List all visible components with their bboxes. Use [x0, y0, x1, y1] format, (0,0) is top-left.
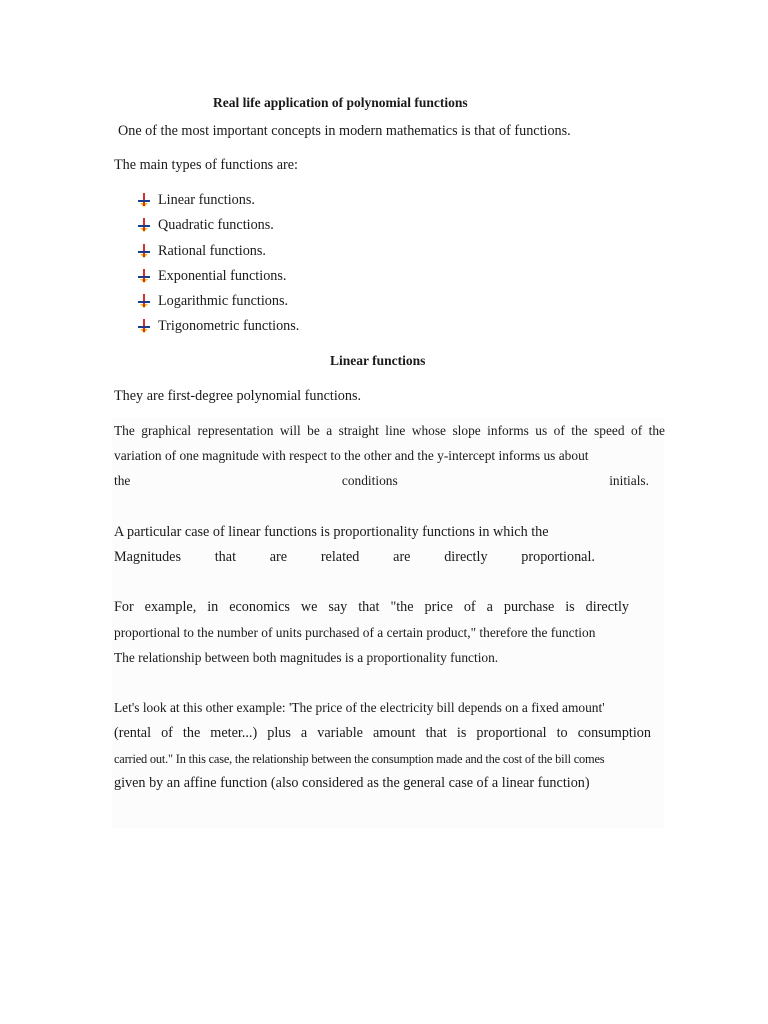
paragraph-line: carried out." In this case, the relationship between the consumption made and the cost of the bill comes: [114, 752, 605, 766]
intro-paragraph: One of the most important concepts in modern mathematics is that of functions.: [118, 123, 571, 139]
arrow-bullet-icon: [136, 318, 152, 334]
word: that: [214, 549, 237, 565]
list-item: [136, 292, 288, 310]
paragraph-line: given by an affine function (also considered as the general case of a linear function): [114, 775, 590, 791]
paragraph-line: The relationship between both magnitudes is a proportionality function.: [114, 650, 499, 665]
list-item: [136, 267, 286, 285]
types-heading: The main types of functions are:: [114, 157, 298, 173]
list-item-label: Exponential functions.: [158, 268, 287, 284]
list-item-label: Linear functions.: [158, 192, 255, 208]
list-item-label: Quadratic functions.: [158, 217, 274, 233]
word: directly: [444, 549, 488, 565]
word: related: [320, 549, 360, 565]
paragraph-line: (rental of the meter...) plus a variable amount that is proportional to consumption: [114, 725, 651, 741]
word: Magnitudes: [114, 549, 181, 565]
arrow-bullet-icon: [136, 293, 152, 309]
word: are: [269, 549, 288, 565]
paragraph-line: [114, 548, 595, 566]
paragraph-line: A particular case of linear functions is proportionality functions in which the: [114, 524, 549, 540]
arrow-bullet-icon: [136, 268, 152, 284]
paragraph-line: The graphical representation will be a straight line whose slope informs us of the speed of the: [114, 423, 665, 438]
word: initials.: [609, 473, 649, 488]
section-title: Linear functions: [330, 353, 426, 368]
word: are: [393, 549, 411, 565]
list-item-label: Logarithmic functions.: [158, 293, 289, 309]
document-title: Real life application of polynomial functions: [213, 95, 468, 110]
paragraph-line: For example, in economics we say that "the price of a purchase is directly: [114, 599, 629, 615]
list-item-label: Trigonometric functions.: [158, 318, 300, 334]
paragraph-line: Let's look at this other example: 'The price of the electricity bill depends on a fixed amount': [114, 700, 605, 715]
list-item-label: Rational functions.: [158, 243, 266, 259]
paragraph-line: proportional to the number of units purchased of a certain product," therefore the function: [114, 625, 596, 640]
word: the: [114, 473, 131, 488]
list-item: [136, 317, 299, 335]
word: conditions: [341, 473, 398, 488]
word: proportional.: [521, 549, 595, 565]
paragraph-line: [114, 472, 649, 490]
arrow-bullet-icon: [136, 217, 152, 233]
arrow-bullet-icon: [136, 243, 152, 259]
list-item: [136, 191, 255, 209]
paragraph-line: variation of one magnitude with respect to the other and the y-intercept informs us about: [114, 448, 589, 463]
paragraph-definition: They are first-degree polynomial functions.: [114, 388, 362, 404]
list-item: [136, 216, 274, 234]
list-item: [136, 242, 266, 260]
arrow-bullet-icon: [136, 192, 152, 208]
